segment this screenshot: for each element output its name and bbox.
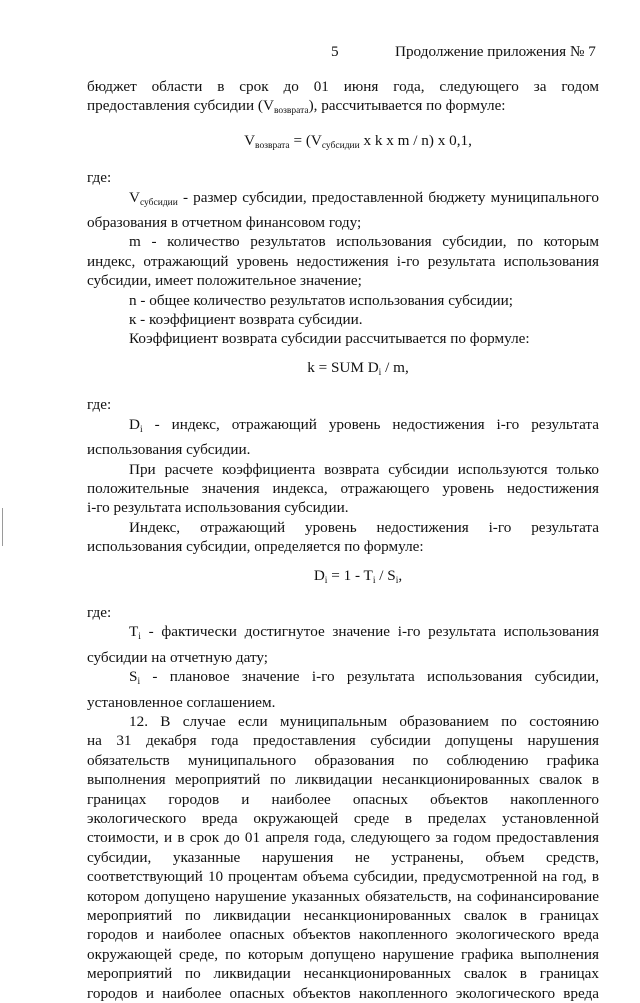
text-line: обязательств муниципального образования по соблюдению графика [87,751,599,769]
formula-v-return: $V_{возврата} = (V_{субсидии}$ x k x m / n) x 0,1, [244,131,472,151]
text-line: городов и наиболее опасных объектов накопленного экологического вреда [87,984,599,1002]
text-line: границах городов и наиболее опасных объектов накопленного [87,790,599,808]
text-line: $S_i$ - плановое значение i-го результата использования субсидии, [129,668,599,688]
formula-d: $D_i = 1 - T_i / S_i$, [313,566,403,586]
page-number: 5 [331,43,339,60]
text-line: бюджет области в срок до 01 июня года, следующего за годом [87,78,599,95]
page-header [0,42,640,62]
where-label: где: [87,169,112,187]
formula-k: k = SUM $D_i$ / m, [307,358,409,378]
text-line: установленное соглашением. [87,693,276,711]
text-line: городов и наиболее опасных объектов накопленного экологического вреда [87,926,599,944]
text-line: При расчете коэффициента возврата субсидии используются только [129,460,599,478]
text-line: n - общее количество результатов использования субсидии; [129,291,513,309]
text-line: котором допущено нарушение указанных обязательств, на софинансирование [87,887,599,905]
text-line: мероприятий по ликвидации несанкционированных свалок в границах [87,907,599,925]
text-line: субсидии, указанные нарушения не устранены, объем средств, [87,848,599,866]
where-label: где: [87,603,112,621]
text-line: выполнения мероприятий по ликвидации несанкционированных свалок в [87,771,599,789]
text-line: образования в отчетном финансовом году; [87,214,362,232]
text-line: i-го результата использования субсидии. [87,499,349,517]
text-line: соответствующий 10 процентам объема субсидии, предусмотренной на год, в [87,868,599,886]
text-line: 12. В случае если муниципальным образованием по состоянию [129,712,599,730]
document-body [87,77,599,1003]
where-label: где: [87,396,112,414]
text-line: использования субсидии, определяется по формуле: [87,538,424,556]
text-line: предоставления субсидии $(V_{возврата})$, рассчитывается по формуле: [87,97,506,117]
text-line: субсидии на отчетную дату; [87,648,269,666]
text-line: стоимости, и в срок до 01 апреля года, следующего за годом предоставления [87,829,599,847]
text-line: $D_i$ - индекс, отражающий уровень недостижения i-го результата [129,415,599,435]
text-line: индекс, отражающий уровень недостижения i-го результата использования [87,252,599,270]
text-line: субсидии, имеет положительное значение; [87,272,362,290]
text-line: положительные значения индекса, отражающего уровень недостижения [87,479,599,497]
text-line: окружающей среде, по которым допущено нарушение графика выполнения [87,945,599,963]
text-line: m - количество результатов использования субсидии, по которым [129,233,599,251]
text-line: Индекс, отражающий уровень недостижения i-го результата [129,518,599,536]
text-line: Коэффициент возврата субсидии рассчитывается по формуле: [129,330,530,348]
text-line: $V_{субсидии}$ - размер субсидии, предоставленной бюджету муниципального [129,188,599,208]
text-line: $T_i$ - фактически достигнутое значение i-го результата использования [129,623,599,643]
text-line: на 31 декабря года предоставления субсидии допущены нарушения [87,732,599,750]
text-line: к - коэффициент возврата субсидии. [129,311,363,329]
appendix-continuation-title: Продолжение приложения № 7 [395,43,596,60]
scan-edge-mark [2,508,3,546]
paragraph-12 [87,712,599,1003]
text-line: использования субсидии. [87,441,251,459]
text-line: мероприятий по ликвидации несанкционированных свалок в границах [87,965,599,983]
text-line: экологического вреда окружающей среде в пределах установленной [87,810,599,827]
